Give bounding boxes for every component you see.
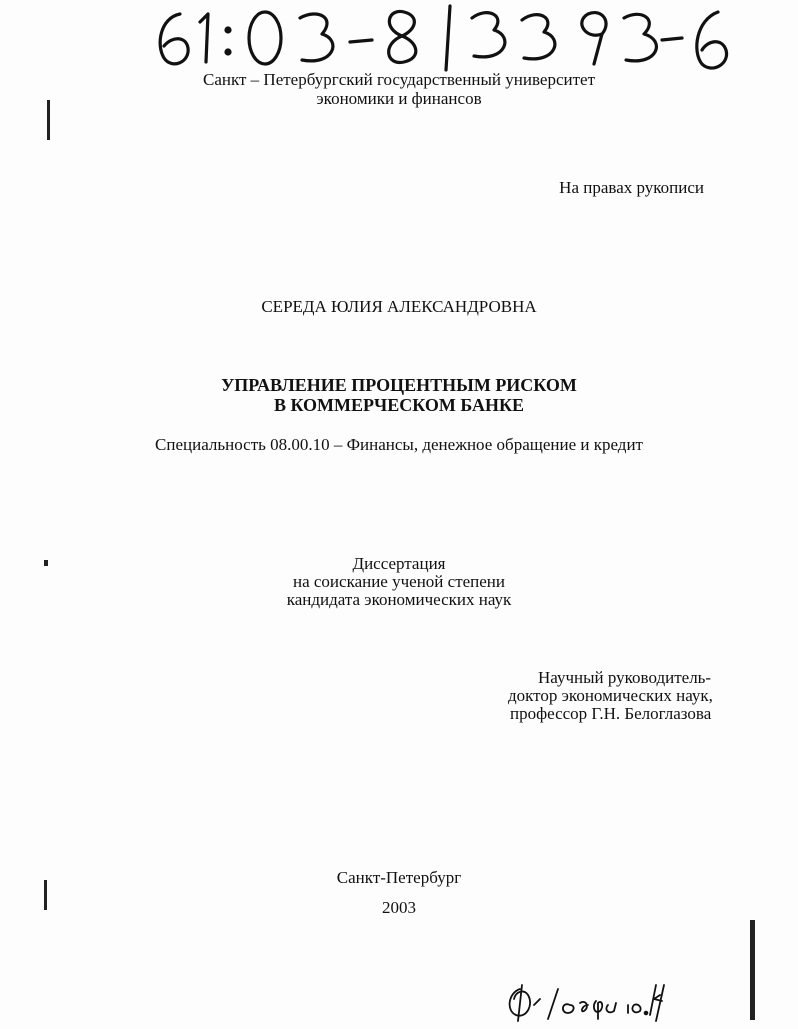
manuscript-rights: На правах рукописи bbox=[559, 178, 704, 197]
supervisor-line1: Научный руководитель- bbox=[538, 668, 712, 687]
handwritten-catalogue-number bbox=[150, 0, 740, 80]
university-name-line2: экономики и финансов bbox=[316, 89, 482, 108]
dissertation-title-line2: В КОММЕРЧЕСКОМ БАНКЕ bbox=[273, 395, 525, 415]
specialty: Специальность 08.00.10 – Финансы, денежное обращение и кредит bbox=[155, 435, 643, 454]
supervisor-line3: профессор Г.Н. Белоглазова bbox=[510, 704, 712, 723]
dissertation-title-line1: УПРАВЛЕНИЕ ПРОЦЕНТНЫМ РИСКОМ bbox=[221, 375, 577, 395]
author-name: СЕРЕДА ЮЛИЯ АЛЕКСАНДРОВНА bbox=[261, 297, 537, 316]
university-name-line1: Санкт – Петербургский государственный университет bbox=[202, 70, 595, 89]
dissertation-label-line1: Диссертация bbox=[352, 554, 446, 573]
supervisor-line2: доктор экономических наук, bbox=[508, 686, 713, 705]
dissertation-label-line2: на соискание ученой степени bbox=[292, 572, 506, 591]
handwritten-signature bbox=[500, 975, 680, 1025]
dissertation-label-line3: кандидата экономических наук bbox=[286, 590, 512, 609]
city: Санкт-Петербург bbox=[336, 868, 462, 887]
scan-mark bbox=[750, 920, 755, 1020]
year: 2003 bbox=[382, 898, 416, 917]
